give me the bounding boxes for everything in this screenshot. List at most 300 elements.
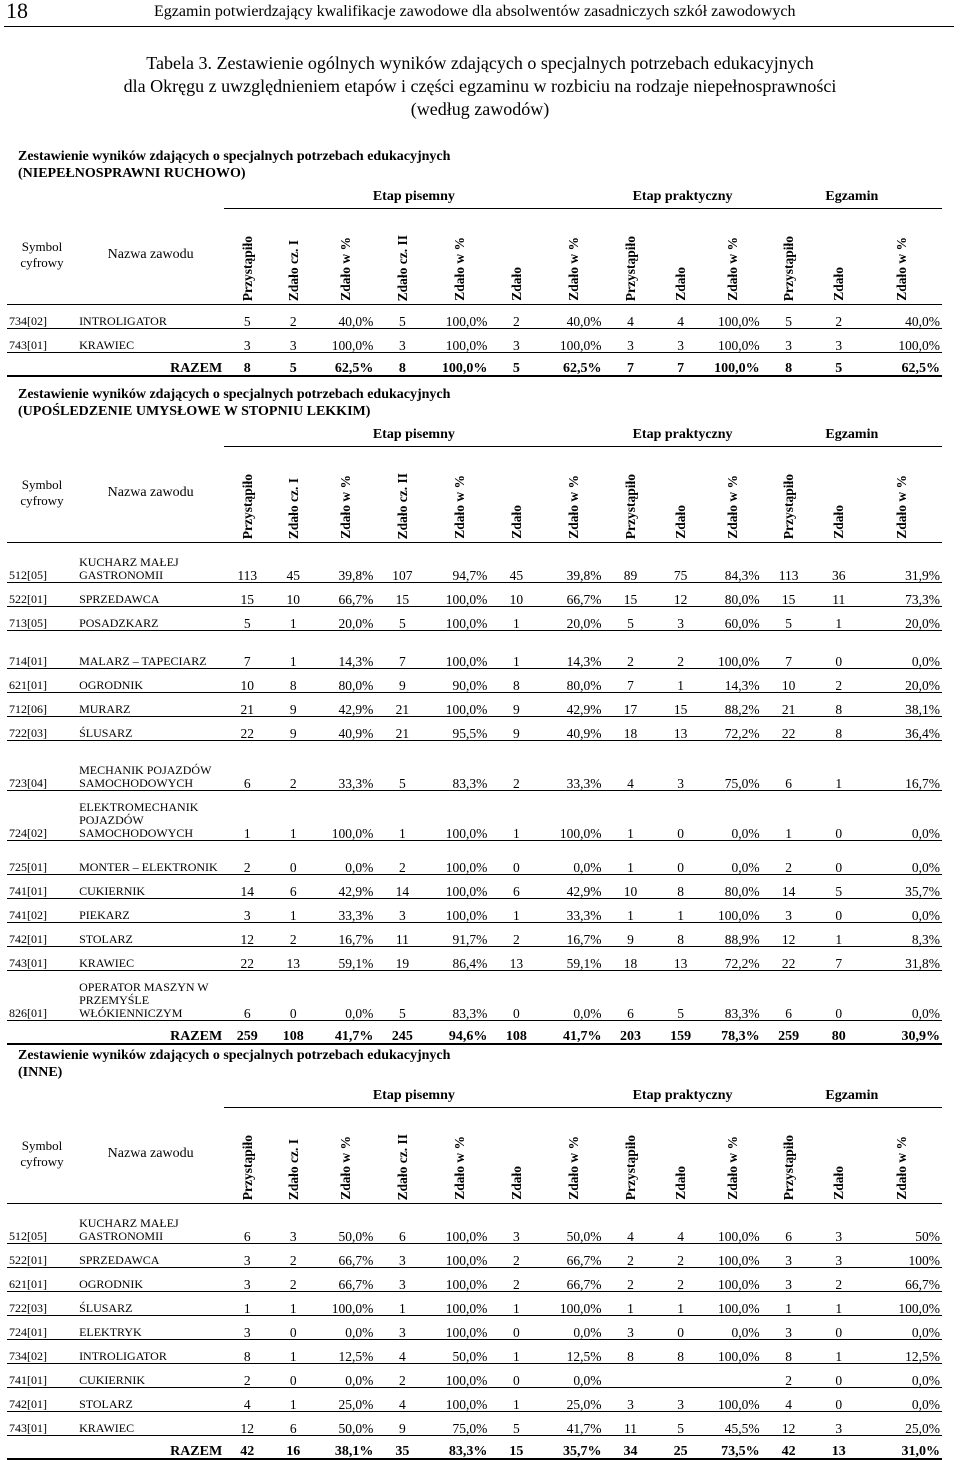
- cell-value: 15: [658, 693, 704, 717]
- column-header: [604, 209, 658, 305]
- cell-value: 5: [604, 607, 658, 631]
- cell-value: 5: [658, 971, 704, 1021]
- cell-value: 14,3%: [704, 669, 762, 693]
- cell-symbol: 512[05]: [7, 1204, 77, 1244]
- cell-value: 10: [489, 583, 543, 607]
- cell-value: 95,5%: [429, 717, 489, 741]
- cell-value: 12: [658, 583, 704, 607]
- table-row: [7, 1364, 942, 1388]
- table-row: [7, 1388, 942, 1412]
- column-header: [704, 1108, 762, 1204]
- cell-value: 83,3%: [429, 971, 489, 1021]
- total-value: 62,5%: [862, 353, 942, 377]
- cell-value: 89: [604, 543, 658, 583]
- cell-value: 60,0%: [704, 607, 762, 631]
- total-value: 35: [375, 1436, 429, 1460]
- total-value: 42: [762, 1436, 816, 1460]
- column-header: [429, 447, 489, 543]
- cell-value: 10: [224, 669, 270, 693]
- cell-value: 3: [604, 1388, 658, 1412]
- cell-value: 21: [224, 693, 270, 717]
- cell-name: ŚLUSARZ: [77, 1292, 224, 1316]
- column-header: [489, 209, 543, 305]
- cell-value: 2: [658, 631, 704, 669]
- cell-value: 3: [816, 1204, 862, 1244]
- cell-value: 5: [762, 607, 816, 631]
- cell-value: 2: [658, 1244, 704, 1268]
- cell-value: 16,7%: [543, 923, 603, 947]
- cell-value: 66,7%: [316, 1268, 375, 1292]
- total-value: 5: [270, 353, 316, 377]
- total-value: 16: [270, 1436, 316, 1460]
- column-header-label: Zdało w %: [894, 1136, 910, 1200]
- cell-symbol: 734[02]: [7, 305, 77, 329]
- column-header-symbol: Symbol cyfrowy: [7, 209, 77, 305]
- cell-value: 1: [604, 791, 658, 841]
- cell-symbol: 741[01]: [7, 1364, 77, 1388]
- cell-value: 0: [270, 1316, 316, 1340]
- total-value: 8: [224, 353, 270, 377]
- cell-value: 72,2%: [704, 947, 762, 971]
- cell-value: 3: [762, 1316, 816, 1340]
- cell-value: 84,3%: [704, 543, 762, 583]
- cell-value: 39,8%: [543, 543, 603, 583]
- cell-name: MONTER – ELEKTRONIK: [77, 841, 224, 875]
- column-header: [762, 209, 816, 305]
- cell-value: 12: [224, 923, 270, 947]
- column-header: [270, 209, 316, 305]
- cell-value: 14,3%: [543, 631, 603, 669]
- table-row: [7, 1316, 942, 1340]
- column-header-label: Zdało cz. II: [394, 1133, 410, 1200]
- table-row: [7, 1268, 942, 1292]
- cell-value: 2: [224, 841, 270, 875]
- cell-value: 0: [816, 841, 862, 875]
- cell-value: 100,0%: [316, 791, 375, 841]
- cell-name: CUKIERNIK: [77, 875, 224, 899]
- column-header-label: Przystąpiło: [623, 235, 639, 301]
- cell-value: 66,7%: [543, 1244, 603, 1268]
- cell-value: 9: [604, 923, 658, 947]
- cell-value: 8: [762, 1340, 816, 1364]
- cell-value: 3: [816, 1412, 862, 1436]
- cell-value: 2: [489, 741, 543, 791]
- column-header-label: Zdało: [508, 505, 524, 539]
- column-header: [429, 209, 489, 305]
- group-header-egzamin: Egzamin: [762, 424, 942, 447]
- cell-value: 0,0%: [862, 631, 942, 669]
- cell-value: 107: [375, 543, 429, 583]
- cell-value: 40,0%: [543, 305, 603, 329]
- cell-value: 75: [658, 543, 704, 583]
- cell-value: 2: [816, 305, 862, 329]
- cell-value: [604, 1364, 658, 1388]
- total-value: 25: [658, 1436, 704, 1460]
- cell-value: 100,0%: [429, 841, 489, 875]
- cell-value: 9: [489, 717, 543, 741]
- table-row: [7, 1204, 942, 1244]
- cell-value: 14: [224, 875, 270, 899]
- column-header-label: Zdało w %: [338, 1136, 354, 1200]
- total-value: 259: [224, 1021, 270, 1045]
- total-value: 94,6%: [429, 1021, 489, 1045]
- cell-value: 100,0%: [429, 1316, 489, 1340]
- cell-value: 3: [224, 1268, 270, 1292]
- column-header: [316, 447, 375, 543]
- cell-value: 6: [604, 971, 658, 1021]
- cell-value: 1: [489, 631, 543, 669]
- cell-value: 100,0%: [429, 329, 489, 353]
- cell-symbol: 742[01]: [7, 1388, 77, 1412]
- cell-value: 0: [816, 1364, 862, 1388]
- cell-value: 15: [375, 583, 429, 607]
- total-row: [7, 1436, 942, 1460]
- total-value: 5: [489, 353, 543, 377]
- cell-value: 0,0%: [862, 841, 942, 875]
- cell-value: 1: [604, 899, 658, 923]
- cell-value: 18: [604, 717, 658, 741]
- cell-value: 1: [270, 631, 316, 669]
- cell-value: 20,0%: [543, 607, 603, 631]
- cell-value: 0,0%: [316, 971, 375, 1021]
- cell-value: 0,0%: [862, 1388, 942, 1412]
- table-row: [7, 947, 942, 971]
- page-header: [4, 0, 954, 27]
- total-value: 108: [489, 1021, 543, 1045]
- cell-value: 3: [816, 329, 862, 353]
- cell-value: 14,3%: [316, 631, 375, 669]
- cell-value: 3: [375, 1244, 429, 1268]
- total-value: 108: [270, 1021, 316, 1045]
- cell-value: 1: [270, 791, 316, 841]
- cell-value: 33,3%: [316, 741, 375, 791]
- section-title-line: (NIEPEŁNOSPRAWNI RUCHOWO): [18, 166, 246, 181]
- cell-value: 0,0%: [316, 841, 375, 875]
- cell-value: 1: [375, 791, 429, 841]
- cell-symbol: 621[01]: [7, 1268, 77, 1292]
- cell-value: 12: [224, 1412, 270, 1436]
- cell-value: 2: [270, 305, 316, 329]
- cell-value: 86,4%: [429, 947, 489, 971]
- cell-value: 1: [270, 899, 316, 923]
- cell-value: 66,7%: [316, 583, 375, 607]
- section-title-line: Zestawienie wyników zdających o specjalnych potrzebach edukacyjnych: [18, 149, 451, 164]
- column-header-symbol: Symbol cyfrowy: [7, 1108, 77, 1204]
- cell-value: 1: [762, 791, 816, 841]
- cell-value: 3: [762, 899, 816, 923]
- cell-value: 36,4%: [862, 717, 942, 741]
- column-header-label: Zdało: [831, 505, 847, 539]
- column-header: [658, 1108, 704, 1204]
- total-label: RAZEM: [7, 1436, 224, 1460]
- cell-value: 3: [375, 329, 429, 353]
- cell-value: 42,9%: [316, 693, 375, 717]
- cell-value: 100,0%: [862, 1292, 942, 1316]
- column-header: [604, 1108, 658, 1204]
- cell-symbol: 722[03]: [7, 1292, 77, 1316]
- cell-value: 22: [762, 717, 816, 741]
- cell-value: 5: [375, 607, 429, 631]
- column-header: [489, 447, 543, 543]
- cell-value: 7: [816, 947, 862, 971]
- total-value: 78,3%: [704, 1021, 762, 1045]
- cell-value: 1: [489, 1292, 543, 1316]
- total-row: [7, 353, 942, 377]
- cell-value: 4: [658, 305, 704, 329]
- column-header-label: Zdało w %: [894, 475, 910, 539]
- column-header-label: Zdało w %: [725, 237, 741, 301]
- cell-value: 9: [375, 669, 429, 693]
- cell-value: 0: [489, 1364, 543, 1388]
- cell-value: 8: [658, 923, 704, 947]
- cell-value: 3: [816, 1244, 862, 1268]
- cell-value: 1: [270, 607, 316, 631]
- total-value: 41,7%: [543, 1021, 603, 1045]
- cell-value: 12: [762, 923, 816, 947]
- cell-value: 2: [489, 1268, 543, 1292]
- total-value: 13: [816, 1436, 862, 1460]
- table-row: [7, 607, 942, 631]
- cell-value: 0: [658, 1316, 704, 1340]
- cell-value: 0: [489, 841, 543, 875]
- cell-value: 0: [816, 1316, 862, 1340]
- cell-value: 41,7%: [543, 1412, 603, 1436]
- cell-symbol: 743[01]: [7, 1412, 77, 1436]
- cell-value: 19: [375, 947, 429, 971]
- cell-value: 4: [375, 1340, 429, 1364]
- cell-value: 20,0%: [862, 607, 942, 631]
- cell-value: 0,0%: [862, 899, 942, 923]
- total-value: 42: [224, 1436, 270, 1460]
- column-header-label: Zdało w %: [565, 237, 581, 301]
- cell-value: 5: [762, 305, 816, 329]
- cell-value: 0,0%: [704, 791, 762, 841]
- cell-value: 40,9%: [316, 717, 375, 741]
- column-header-label: Zdało: [673, 1166, 689, 1200]
- cell-value: 1: [270, 1388, 316, 1412]
- column-header-label: Przystąpiło: [623, 473, 639, 539]
- cell-value: 0,0%: [862, 1364, 942, 1388]
- column-header-label: Zdało: [831, 267, 847, 301]
- column-header: [224, 209, 270, 305]
- table-row: [7, 717, 942, 741]
- cell-symbol: 723[04]: [7, 741, 77, 791]
- cell-value: 25,0%: [543, 1388, 603, 1412]
- cell-value: 4: [604, 1204, 658, 1244]
- cell-value: 3: [224, 1316, 270, 1340]
- cell-value: 50,0%: [316, 1412, 375, 1436]
- column-header-label: Zdało: [673, 267, 689, 301]
- column-header-name: Nazwa zawodu: [77, 1108, 224, 1204]
- column-header-label: Zdało w %: [725, 475, 741, 539]
- column-header-label: Przystąpiło: [781, 1134, 797, 1200]
- cell-value: 9: [375, 1412, 429, 1436]
- cell-name: ŚLUSARZ: [77, 717, 224, 741]
- cell-value: 2: [270, 923, 316, 947]
- total-value: 8: [375, 353, 429, 377]
- cell-value: 0,0%: [862, 791, 942, 841]
- column-header-label: Zdało cz. I: [285, 239, 301, 301]
- total-value: 15: [489, 1436, 543, 1460]
- cell-value: 5: [375, 741, 429, 791]
- column-header-label: Przystąpiło: [781, 235, 797, 301]
- table-row: [7, 899, 942, 923]
- cell-value: 8: [816, 717, 862, 741]
- total-label: RAZEM: [7, 353, 224, 377]
- column-header-label: Zdało: [831, 1166, 847, 1200]
- column-header-label: Zdało w %: [451, 1136, 467, 1200]
- cell-value: 88,2%: [704, 693, 762, 717]
- cell-value: 80,0%: [316, 669, 375, 693]
- column-header-label: Zdało w %: [565, 1136, 581, 1200]
- cell-value: 33,3%: [316, 899, 375, 923]
- section-title-line: (UPOŚLEDZENIE UMYSŁOWE W STOPNIU LEKKIM): [18, 404, 371, 419]
- cell-value: 3: [762, 1268, 816, 1292]
- total-value: 62,5%: [316, 353, 375, 377]
- cell-value: 36: [816, 543, 862, 583]
- cell-value: 6: [375, 1204, 429, 1244]
- cell-value: 91,7%: [429, 923, 489, 947]
- cell-value: 13: [270, 947, 316, 971]
- column-header-label: Zdało cz. I: [285, 1138, 301, 1200]
- cell-value: 100,0%: [316, 1292, 375, 1316]
- cell-value: 6: [224, 1204, 270, 1244]
- column-header: [862, 447, 942, 543]
- cell-value: 88,9%: [704, 923, 762, 947]
- cell-value: 6: [224, 741, 270, 791]
- cell-value: 21: [375, 717, 429, 741]
- cell-value: 3: [762, 329, 816, 353]
- cell-value: 3: [224, 329, 270, 353]
- total-value: 159: [658, 1021, 704, 1045]
- cell-value: 83,3%: [429, 741, 489, 791]
- cell-value: 100%: [862, 1244, 942, 1268]
- column-header: [429, 1108, 489, 1204]
- column-header: [658, 209, 704, 305]
- column-header: [270, 447, 316, 543]
- total-value: 100,0%: [704, 353, 762, 377]
- column-header: [604, 447, 658, 543]
- cell-value: 1: [224, 1292, 270, 1316]
- cell-name: INTROLIGATOR: [77, 1340, 224, 1364]
- group-header-praktyczny: Etap praktyczny: [604, 186, 762, 209]
- cell-value: 100,0%: [704, 305, 762, 329]
- cell-value: 8: [224, 1340, 270, 1364]
- column-header-label: Zdało w %: [338, 475, 354, 539]
- cell-value: 100,0%: [429, 305, 489, 329]
- cell-value: 0: [658, 791, 704, 841]
- cell-name: CUKIERNIK: [77, 1364, 224, 1388]
- cell-value: 5: [816, 875, 862, 899]
- column-header-label: Zdało w %: [338, 237, 354, 301]
- column-header: [816, 209, 862, 305]
- cell-name: KUCHARZ MAŁEJ GASTRONOMII: [77, 1204, 224, 1244]
- cell-value: 3: [375, 1268, 429, 1292]
- cell-value: 1: [604, 1292, 658, 1316]
- cell-value: 1: [816, 923, 862, 947]
- cell-value: 0: [270, 971, 316, 1021]
- cell-value: 45,5%: [704, 1412, 762, 1436]
- cell-symbol: 714[01]: [7, 631, 77, 669]
- cell-value: 12: [762, 1412, 816, 1436]
- cell-value: 3: [375, 899, 429, 923]
- total-value: 100,0%: [429, 353, 489, 377]
- cell-value: 5: [375, 305, 429, 329]
- cell-value: 6: [762, 1204, 816, 1244]
- cell-value: 13: [658, 717, 704, 741]
- cell-value: 6: [270, 875, 316, 899]
- cell-value: 13: [658, 947, 704, 971]
- table-row: [7, 631, 942, 669]
- cell-value: 50%: [862, 1204, 942, 1244]
- cell-symbol: 621[01]: [7, 669, 77, 693]
- table-title: [0, 52, 960, 121]
- total-row: [7, 1021, 942, 1045]
- cell-value: 100,0%: [704, 329, 762, 353]
- cell-value: 22: [762, 947, 816, 971]
- cell-value: 100,0%: [429, 1364, 489, 1388]
- section-title-line: Zestawienie wyników zdających o specjalnych potrzebach edukacyjnych: [18, 1048, 451, 1063]
- section-title: [18, 148, 450, 182]
- cell-value: 100,0%: [429, 1268, 489, 1292]
- cell-value: 1: [375, 1292, 429, 1316]
- cell-value: 75,0%: [429, 1412, 489, 1436]
- cell-value: 2: [604, 1268, 658, 1292]
- cell-value: 6: [762, 741, 816, 791]
- cell-value: 9: [270, 717, 316, 741]
- cell-value: 4: [604, 305, 658, 329]
- cell-value: 0,0%: [704, 1316, 762, 1340]
- cell-symbol: 713[05]: [7, 607, 77, 631]
- table-row: [7, 1412, 942, 1436]
- cell-value: 15: [604, 583, 658, 607]
- cell-value: 8: [604, 1340, 658, 1364]
- cell-value: 1: [658, 899, 704, 923]
- column-header: [658, 447, 704, 543]
- cell-value: 0: [658, 841, 704, 875]
- cell-value: 75,0%: [704, 741, 762, 791]
- table-row: [7, 1340, 942, 1364]
- cell-value: 3: [658, 1388, 704, 1412]
- cell-value: 38,1%: [862, 693, 942, 717]
- cell-name: ELEKTROMECHANIK POJAZDÓW SAMOCHODOWYCH: [77, 791, 224, 841]
- cell-name: PIEKARZ: [77, 899, 224, 923]
- cell-value: 5: [375, 971, 429, 1021]
- table-row: [7, 875, 942, 899]
- cell-value: 94,7%: [429, 543, 489, 583]
- table-title-line: Tabela 3. Zestawienie ogólnych wyników zdających o specjalnych potrzebach edukacyjnych: [146, 53, 814, 73]
- cell-value: 100,0%: [704, 1244, 762, 1268]
- cell-value: 18: [604, 947, 658, 971]
- table-row: [7, 741, 942, 791]
- cell-value: 1: [489, 791, 543, 841]
- table-row: [7, 971, 942, 1021]
- column-header: [316, 1108, 375, 1204]
- cell-value: 20,0%: [316, 607, 375, 631]
- table-row: [7, 1244, 942, 1268]
- cell-symbol: 725[01]: [7, 841, 77, 875]
- column-header-name: Nazwa zawodu: [77, 209, 224, 305]
- cell-value: 42,9%: [543, 875, 603, 899]
- cell-name: SPRZEDAWCA: [77, 583, 224, 607]
- cell-value: 100,0%: [704, 1340, 762, 1364]
- total-value: 203: [604, 1021, 658, 1045]
- cell-value: 59,1%: [316, 947, 375, 971]
- cell-value: 5: [658, 1412, 704, 1436]
- cell-value: 66,7%: [543, 583, 603, 607]
- cell-value: 3: [604, 329, 658, 353]
- cell-name: MURARZ: [77, 693, 224, 717]
